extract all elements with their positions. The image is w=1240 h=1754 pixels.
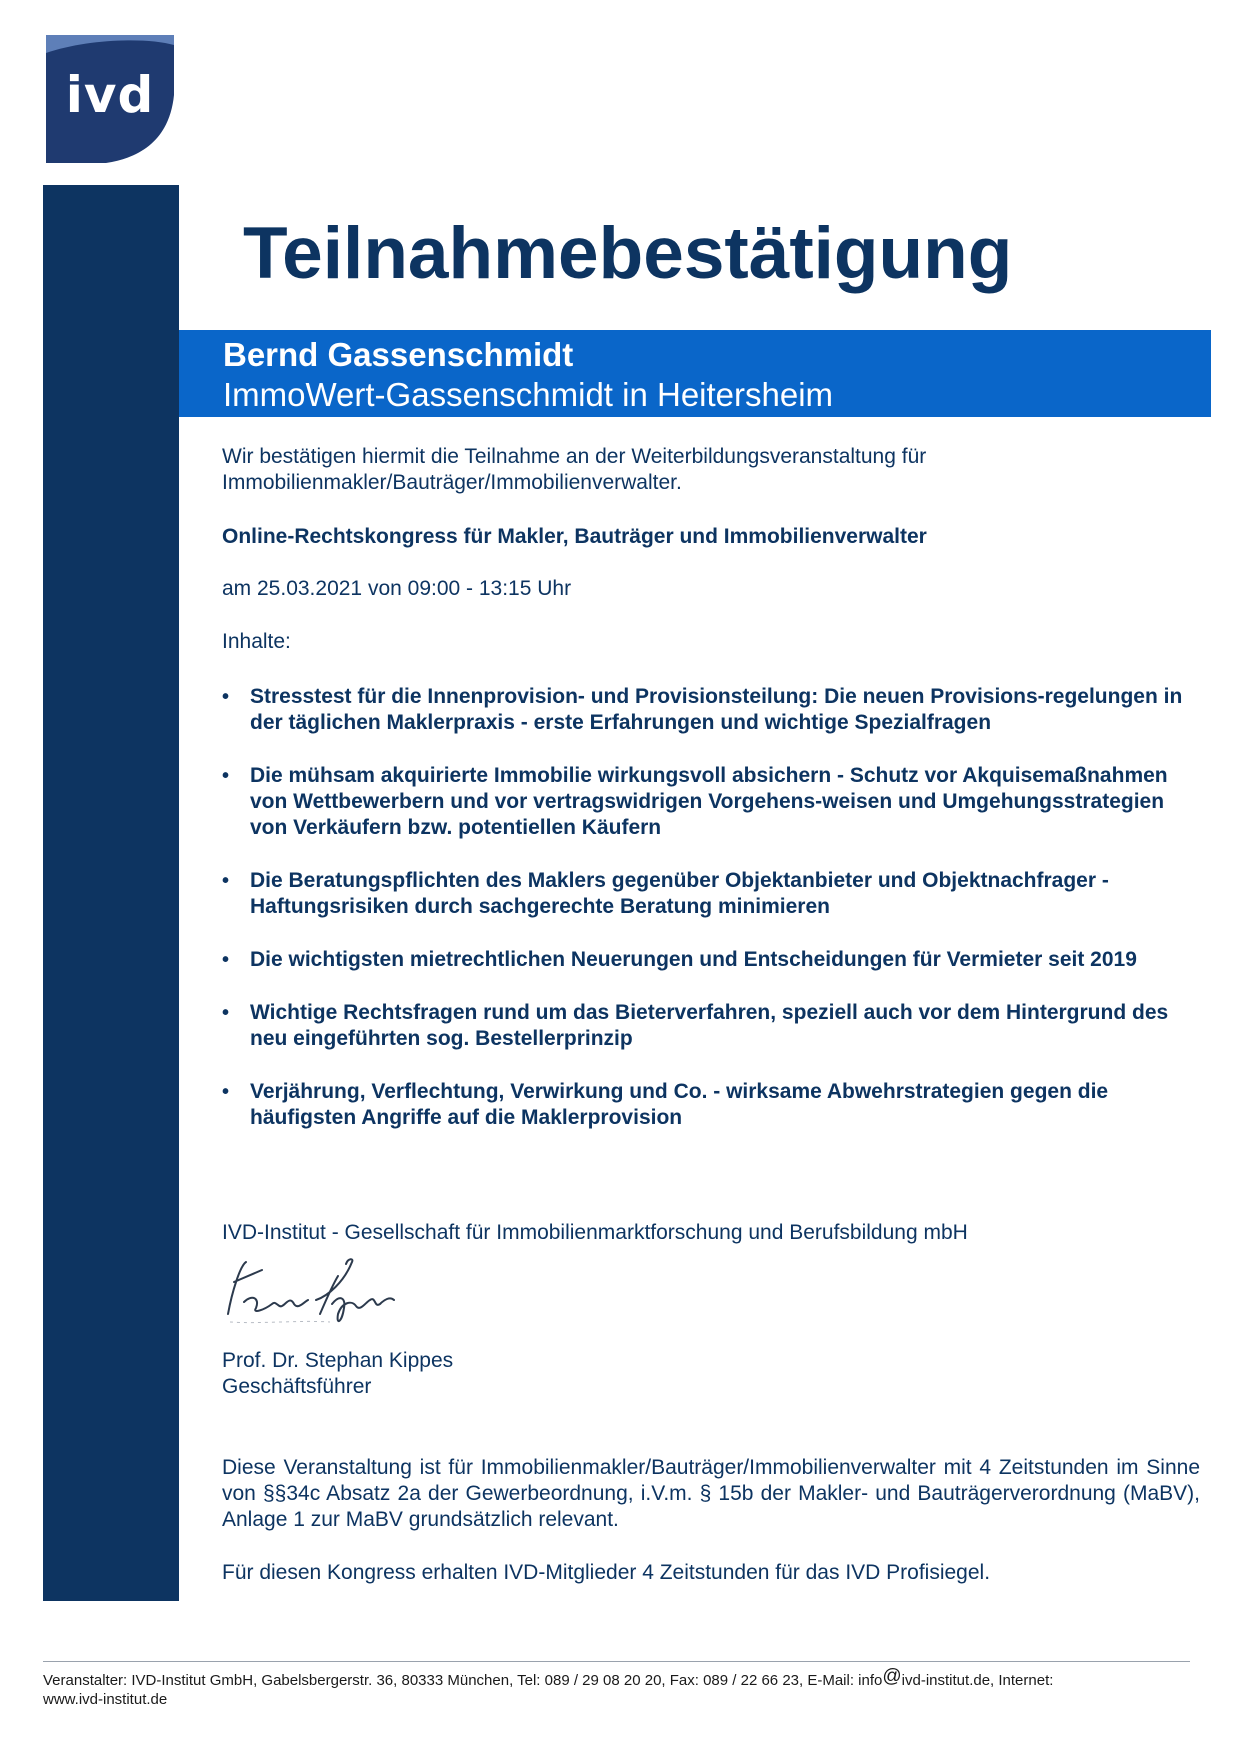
footer [43,1667,1193,1709]
sidebar-bar [43,185,179,1601]
intro-line-2: Immobilienmakler/Bauträger/Immobilienverwalter. [222,471,682,494]
bullet-icon: • [222,765,230,787]
topic-text: Die mühsam akquirierte Immobilie wirkungsvoll absichern - Schutz vor Akquisemaßnahmen von Wettbewerbern und vor vertragswidrigen Vorgehens-weisen und Umgehungsstrategien von Verkäufern bzw. potentiellen Käufern [250,764,1168,839]
at-sign: @ [882,1666,902,1687]
bullet-icon: • [222,870,230,892]
list-item [222,868,1202,920]
intro-line-1: Wir bestätigen hiermit die Teilnahme an der Weiterbildungsveranstaltung für [222,445,927,468]
event-date: am 25.03.2021 von 09:00 - 13:15 Uhr [222,577,572,600]
intro-text [222,444,1202,496]
ivd-logo [46,35,174,163]
relevance-note: Diese Veranstaltung ist für Immobilienmakler/Bauträger/Immobilienverwalter mit 4 Zeitstunden im Sinne von §§34c Absatz 2a der Gewerbeordnung, i.V.m. § 15b der Makler- und Bauträgerverordnung (MaBV), Anlage 1 zur MaBV grundsätzlich relevant. [222,1456,1200,1531]
footer-divider [43,1661,1190,1662]
institute-name: IVD-Institut - Gesellschaft für Immobilienmarktforschung und Berufsbildung mbH [222,1221,968,1244]
member-note: Für diesen Kongress erhalten IVD-Mitglieder 4 Zeitstunden für das IVD Profisiegel. [222,1561,991,1584]
topic-text: Die Beratungspflichten des Maklers gegenüber Objektanbieter und Objektnachfrager - Haftungsrisiken durch sachgerechte Beratung minimieren [250,869,1109,918]
list-item [222,763,1202,841]
footer-line-1 [43,1667,1193,1690]
participant-company: ImmoWert-Gassenschmidt in Heitersheim [223,376,834,413]
contents-label: Inhalte: [222,630,291,653]
footer-contact: Veranstalter: IVD-Institut GmbH, Gabelsbergerstr. 36, 80333 München, Tel: 089 / 29 08 20 20, Fax: 089 / 22 66 23, E-Mail: info [43,1672,883,1689]
list-item [222,1000,1202,1052]
topic-text: Die wichtigsten mietrechtlichen Neuerungen und Entscheidungen für Vermieter seit 2019 [250,948,1137,971]
signature-image [220,1252,400,1332]
participant-band [179,330,1211,417]
signer-block [222,1348,1202,1400]
topic-list [222,684,1202,1158]
footer-domain: ivd-institut.de, Internet: [901,1672,1054,1689]
bullet-icon: • [222,1081,230,1103]
topic-text: Verjährung, Verflechtung, Verwirkung und Co. - wirksame Abwehrstrategien gegen die häufigsten Angriffe auf die Maklerprovision [250,1080,1109,1129]
signer-name: Prof. Dr. Stephan Kippes [222,1349,454,1372]
bullet-icon: • [222,949,230,971]
page-title: Teilnahmebestätigung [243,213,1013,294]
list-item [222,684,1202,736]
topic-text: Stresstest für die Innenprovision- und Provisionsteilung: Die neuen Provisions-regelungen in der täglichen Maklerpraxis - erste Erfahrungen und wichtige Spezialfragen [250,685,1183,734]
footer-website: www.ivd-institut.de [43,1691,168,1708]
list-item [222,1079,1202,1131]
logo-text: ivd [65,66,155,124]
signer-role: Geschäftsführer [222,1375,372,1398]
list-item [222,947,1202,973]
bullet-icon: • [222,686,230,708]
topic-text: Wichtige Rechtsfragen rund um das Bieterverfahren, speziell auch vor dem Hintergrund des neu eingeführten sog. Bestellerprinzip [250,1001,1169,1050]
bullet-icon: • [222,1002,230,1024]
event-title: Online-Rechtskongress für Makler, Bauträger und Immobilienverwalter [222,525,927,548]
participant-name: Bernd Gassenschmidt [223,336,574,373]
